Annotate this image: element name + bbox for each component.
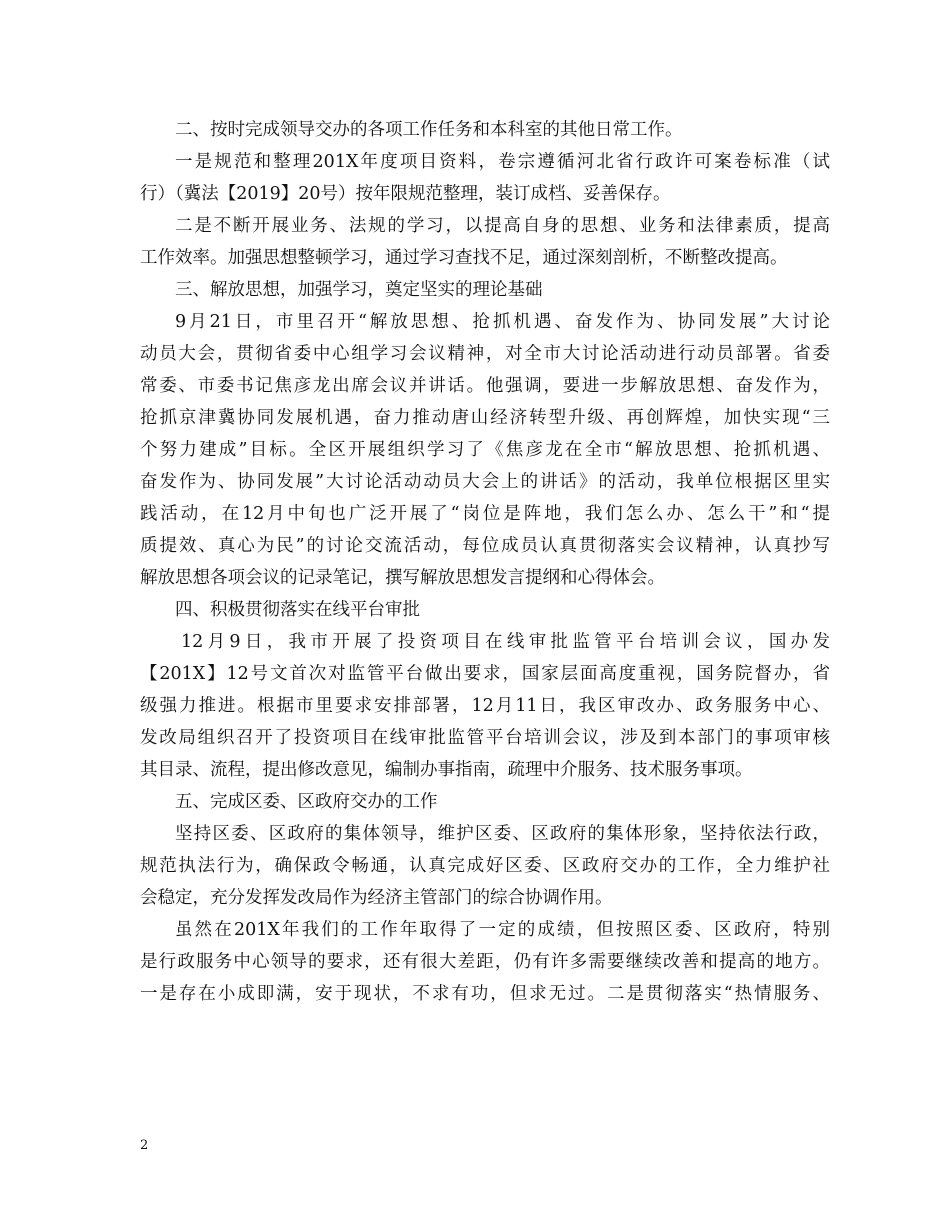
document-body	[140, 114, 830, 1010]
paragraph-line: 会稳定，充分发挥发改局作为经济主管部门的综合协调作用。	[140, 888, 613, 908]
paragraph-line: 动员大会，贯彻省委中心组学习会议精神，对全市大讨论活动进行动员部署。省委	[140, 344, 830, 364]
paragraph-line: 常委、市委书记焦彦龙出席会议并讲话。他强调，要进一步解放思想、奋发作为，	[140, 376, 830, 396]
paragraph-line: 坚持区委、区政府的集体领导，维护区委、区政府的集体形象，坚持依法行政，	[175, 824, 830, 844]
paragraph-line: 级强力推进。根据市里要求安排部署，12月11日，我区审改办、政务服务中心、	[140, 696, 830, 716]
paragraph-line: 发改局组织召开了投资项目在线审批监管平台培训会议，涉及到本部门的事项审核	[140, 728, 830, 748]
paragraph-line: 是行政服务中心领导的要求，还有很大差距，仍有许多需要继续改善和提高的地方。	[140, 952, 830, 972]
paragraph-line: 一是存在小成即满，安于现状，不求有功，但求无过。二是贯彻落实“热情服务、	[140, 984, 830, 1004]
paragraph-line: 工作效率。加强思想整顿学习，通过学习查找不足，通过深刻剖析，不断整改提高。	[140, 248, 788, 268]
paragraph-line: 践活动，在12月中旬也广泛开展了“岗位是阵地，我们怎么办、怎么干”和“提	[140, 504, 830, 524]
section-heading: 五、完成区委、区政府交办的工作	[175, 792, 438, 812]
paragraph-line: 个努力建成”目标。全区开展组织学习了《焦彦龙在全市“解放思想、抢抓机遇、	[140, 440, 830, 460]
paragraph-line: 其目录、流程，提出修改意见，编制办事指南，疏理中介服务、技术服务事项。	[140, 760, 753, 780]
paragraph-line: 二是不断开展业务、法规的学习，以提高自身的思想、业务和法律素质，提高	[175, 216, 830, 236]
section-heading: 三、解放思想，加强学习，奠定坚实的理论基础	[175, 280, 543, 300]
paragraph-line: 奋发作为、协同发展”大讨论活动动员大会上的讲话》的活动，我单位根据区里实	[140, 472, 830, 492]
paragraph-line: 虽然在201X年我们的工作年取得了一定的成绩，但按照区委、区政府，特别	[175, 920, 830, 940]
paragraph-line: 12月9日，我市开展了投资项目在线审批监管平台培训会议，国办发	[181, 632, 830, 652]
paragraph-line: 9月21日，市里召开“解放思想、抢抓机遇、奋发作为、协同发展”大讨论	[175, 312, 830, 332]
page-number: 2	[140, 1138, 149, 1153]
section-heading: 四、积极贯彻落实在线平台审批	[175, 600, 420, 620]
paragraph-line: 行）（冀法【2019】20号）按年限规范整理，装订成档、妥善保存。	[140, 184, 671, 204]
paragraph-line: 一是规范和整理201X年度项目资料，卷宗遵循河北省行政许可案卷标准（试	[175, 152, 830, 172]
paragraph-line: 抢抓京津冀协同发展机遇，奋力推动唐山经济转型升级、再创辉煌，加快实现“三	[140, 408, 830, 428]
paragraph-line: 质提效、真心为民”的讨论交流活动，每位成员认真贯彻落实会议精神，认真抄写	[140, 536, 830, 556]
paragraph-line: 规范执法行为，确保政令畅通，认真完成好区委、区政府交办的工作，全力维护社	[140, 856, 830, 876]
paragraph-line: 解放思想各项会议的记录笔记，撰写解放思想发言提纲和心得体会。	[140, 568, 665, 588]
paragraph-line: 【201X】12号文首次对监管平台做出要求，国家层面高度重视，国务院督办，省	[140, 664, 830, 684]
section-heading: 二、按时完成领导交办的各项工作任务和本科室的其他日常工作。	[175, 120, 683, 140]
